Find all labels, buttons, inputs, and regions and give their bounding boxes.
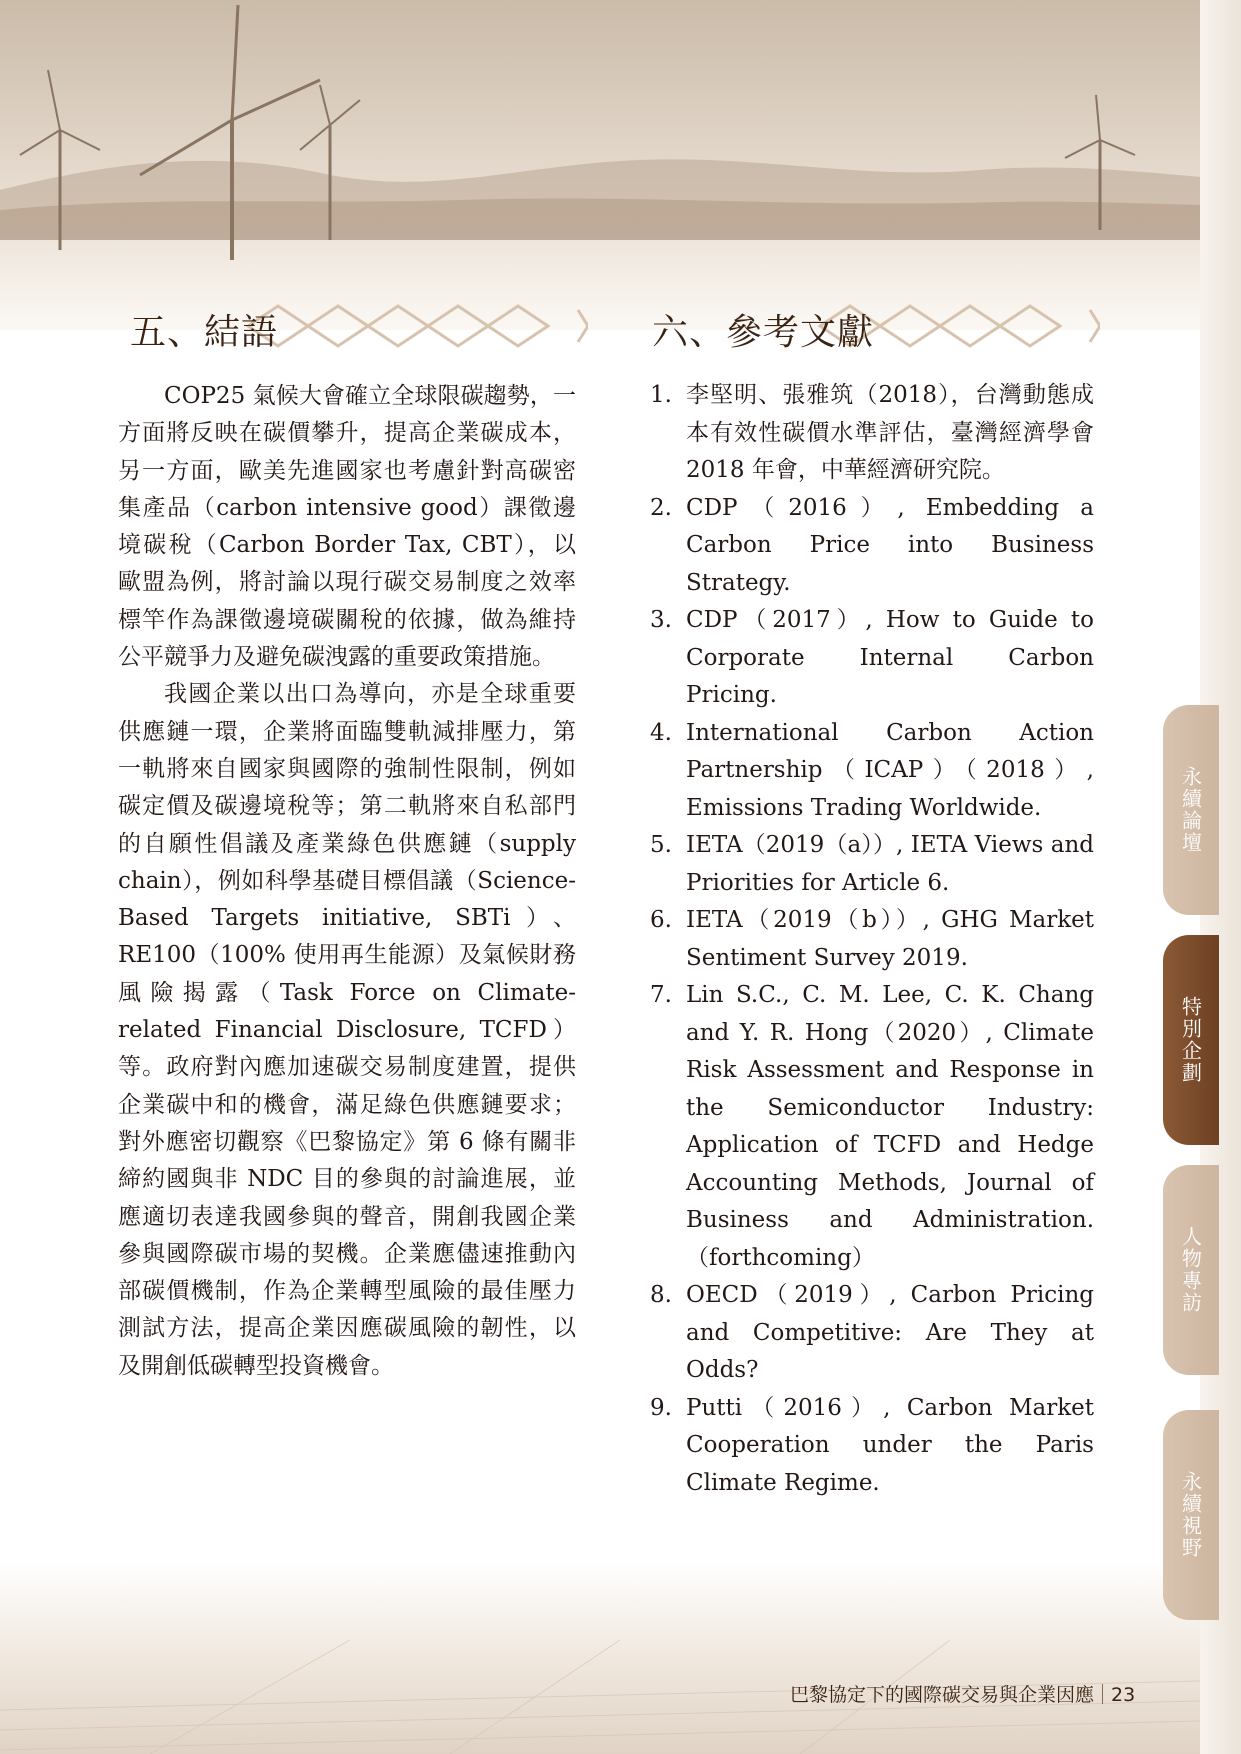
side-tab-forum[interactable] bbox=[1163, 705, 1219, 915]
reference-number: 8. bbox=[650, 1282, 672, 1308]
paragraph: 我國企業以出口為導向，亦是全球重要供應鏈一環，企業將面臨雙軌減排壓力，第一軌將來自國家與國際的強制性限制，例如碳定價及碳邊境稅等；第二軌將來自私部門的自願性倡議及產業綠色供應鏈（supply chain），例如科學基礎目標倡議（Science-Based Targets initiative, SBTi）、RE100（100% 使用再生能源）及氣候財務風險揭露（Task Force on Climate-related Financial Disclosure, TCFD）等。政府對內應加速碳交易制度建置，提供企業碳中和的機會，滿足綠色供應鏈要求；對外應密切觀察《巴黎協定》第 6 條有關非締約國與非 NDC 目的參與的討論進展，並應適切表達我國參與的聲音，開創我國企業參與國際碳市場的契機。企業應儘速推動內部碳價機制，作為企業轉型風險的最佳壓力測試方法，提高企業因應碳風險的韌性，以及開創低碳轉型投資機會。 bbox=[118, 681, 576, 1379]
section-title: 五、結語 bbox=[130, 312, 279, 353]
reference-number: 4. bbox=[650, 719, 672, 746]
reference-item bbox=[650, 1277, 1094, 1390]
footer-divider bbox=[1102, 1684, 1103, 1704]
reference-item bbox=[650, 715, 1094, 828]
reference-list bbox=[650, 377, 1094, 1502]
reference-text: IETA（2019（a））, IETA Views and Priorities for Article 6. bbox=[686, 832, 1094, 896]
conclusion-body bbox=[118, 378, 576, 1385]
side-tab-label: 永續視野 bbox=[1178, 1471, 1203, 1559]
section-title: 六、參考文獻 bbox=[652, 312, 875, 353]
page-footer bbox=[790, 1680, 1135, 1707]
running-title: 巴黎協定下的國際碳交易與企業因應 bbox=[790, 1684, 1095, 1706]
reference-text: OECD（2019）, Carbon Pricing and Competitive: Are They at Odds? bbox=[686, 1282, 1094, 1383]
side-tab-vision[interactable] bbox=[1163, 1410, 1219, 1620]
reference-item bbox=[650, 827, 1094, 902]
side-tab-special-feature[interactable] bbox=[1163, 935, 1219, 1145]
reference-item bbox=[650, 490, 1094, 603]
reference-item bbox=[650, 1390, 1094, 1503]
reference-text: 李堅明、張雅筑（2018），台灣動態成本有效性碳價水準評估，臺灣經濟學會 2018 年會，中華經濟研究院。 bbox=[686, 382, 1094, 483]
side-tab-label: 人物專訪 bbox=[1178, 1226, 1203, 1314]
section-heading-references bbox=[640, 296, 1100, 356]
side-tab-label: 永續論壇 bbox=[1178, 766, 1203, 854]
reference-text: International Carbon Action Partnership（ICAP）（2018）, Emissions Trading Worldwide. bbox=[686, 719, 1094, 821]
footer-background-image bbox=[0, 1560, 1241, 1754]
reference-text: Lin S.C., C. M. Lee, C. K. Chang and Y. R. Hong（2020）, Climate Risk Assessment and Response in the Semiconductor Industry: Application of TCFD and Hedge Accounting Methods, Journal of Business and Administration.（forthcoming） bbox=[686, 982, 1094, 1271]
header-wind-turbine-image bbox=[0, 0, 1241, 330]
reference-number: 1. bbox=[650, 382, 672, 408]
reference-number: 7. bbox=[650, 982, 672, 1008]
side-tab-interview[interactable] bbox=[1163, 1165, 1219, 1375]
reference-item bbox=[650, 977, 1094, 1277]
section-heading-conclusion bbox=[118, 296, 588, 356]
page-number: 23 bbox=[1111, 1684, 1136, 1706]
footer-texture bbox=[0, 1560, 1241, 1754]
reference-number: 2. bbox=[650, 494, 672, 521]
reference-item bbox=[650, 602, 1094, 715]
reference-text: IETA（2019（b））, GHG Market Sentiment Survey 2019. bbox=[686, 907, 1094, 971]
side-tab-label: 特別企劃 bbox=[1178, 996, 1203, 1084]
reference-number: 6. bbox=[650, 907, 672, 933]
reference-text: CDP（2017）, How to Guide to Corporate Internal Carbon Pricing. bbox=[686, 607, 1094, 708]
reference-item bbox=[650, 902, 1094, 977]
reference-item bbox=[650, 377, 1094, 490]
reference-number: 3. bbox=[650, 607, 672, 633]
paragraph: COP25 氣候大會確立全球限碳趨勢，一方面將反映在碳價攀升，提高企業碳成本，另一方面，歐美先進國家也考慮針對高碳密集產品（carbon intensive good）課徵邊境碳稅（Carbon Border Tax, CBT），以歐盟為例，將討論以現行碳交易制度之效率標竿作為課徵邊境碳關稅的依據，做為維持公平競爭力及避免碳洩露的重要政策措施。 bbox=[118, 383, 576, 671]
wind-turbines bbox=[0, 0, 1241, 330]
reference-number: 9. bbox=[650, 1394, 672, 1421]
reference-number: 5. bbox=[650, 832, 672, 858]
reference-text: CDP（2016）, Embedding a Carbon Price into Business Strategy. bbox=[686, 494, 1094, 596]
reference-text: Putti（2016）, Carbon Market Cooperation under the Paris Climate Regime. bbox=[686, 1394, 1094, 1496]
